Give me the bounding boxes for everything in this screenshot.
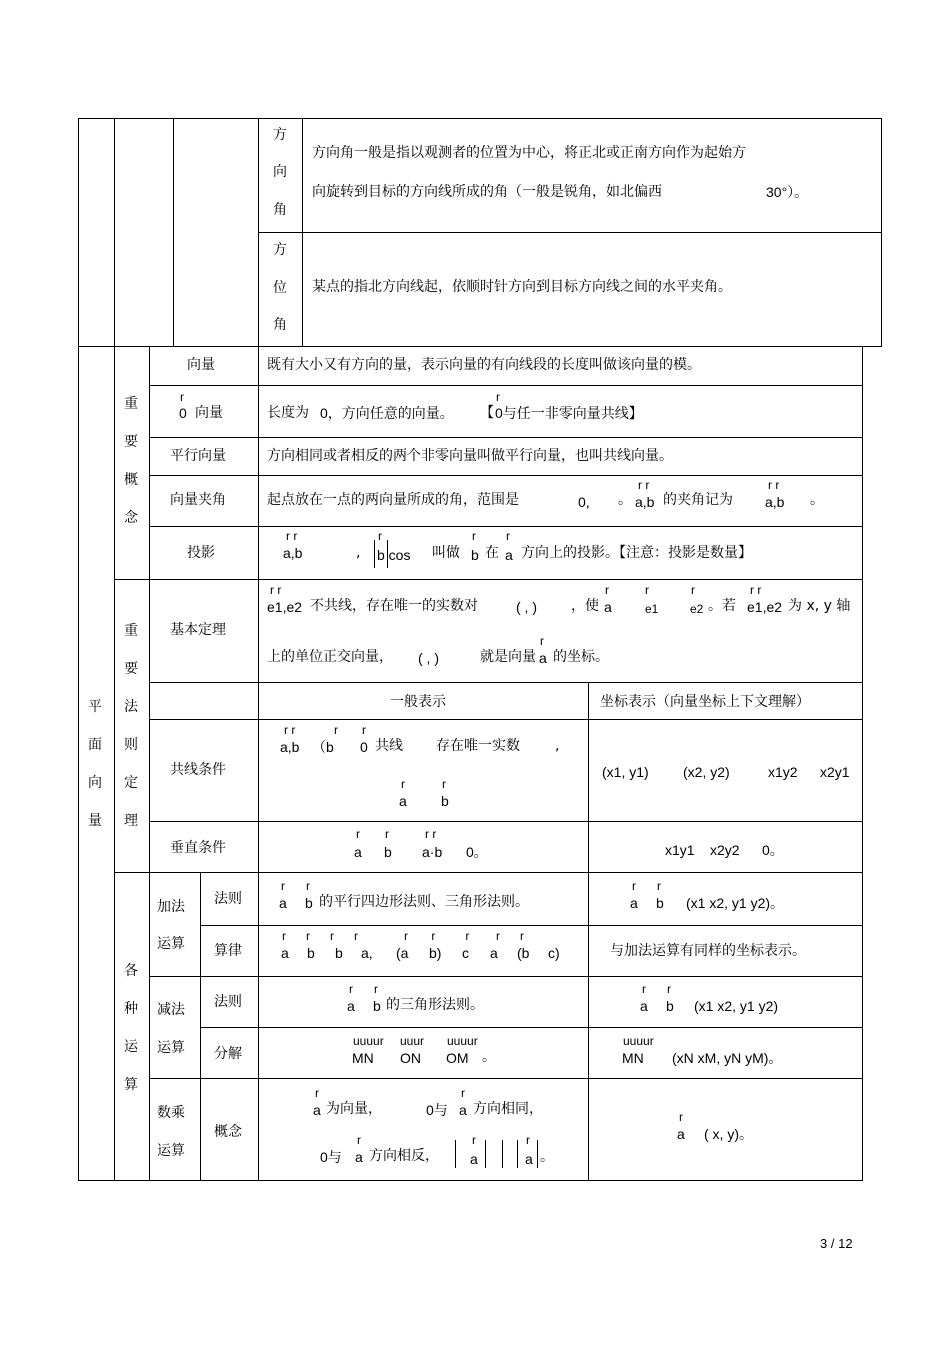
page-current: 3 [820, 1236, 828, 1251]
azimuth-text: 某点的指北方向线起，依顺时针方向到目标方向线之间的水平夹角。 [312, 279, 732, 295]
bracket-open: 【 [480, 405, 494, 421]
zero-vector-label: 向量 [195, 405, 223, 421]
scalar-text-2: 方向相同， [473, 1101, 543, 1117]
sub-decomp-om: OM [446, 1050, 469, 1066]
projection-a: a [505, 547, 513, 563]
sub-decomp-label: 分解 [214, 1046, 242, 1062]
scalar-zero-1: 0与 [426, 1102, 448, 1118]
perpendicular-label: 垂直条件 [170, 840, 226, 856]
add-coord-b: b [656, 895, 664, 911]
collinear-zero: 0 [360, 739, 368, 755]
add-rule-text: 的平行四边形法则、三角形法则。 [319, 894, 529, 910]
add-label-1: 加法 [157, 899, 185, 915]
scalar-coord: ( x, y)。 [704, 1126, 753, 1142]
collinear-text-1: 共线 [375, 738, 403, 754]
scalar-abs-2: a [525, 1151, 533, 1167]
sub-decomp-on: ON [400, 1050, 421, 1066]
basic-text-2: ，使 [571, 598, 599, 614]
vector-angle-ab: a,b [635, 494, 655, 510]
vector-definition: 既有大小又有方向的量，表示向量的有向线段的长度叫做该向量的模。 [267, 357, 701, 373]
perpendicular-coord-2: x2y2 [710, 842, 740, 858]
scalar-a: a [313, 1102, 321, 1118]
vector-angle-end: 。 [810, 492, 824, 508]
direction-angle-text-1: 方向角一般是指以观测者的位置为中心，将正北或正南方向作为起始方 [312, 145, 746, 161]
sub-rule-text: 的三角形法则。 [386, 997, 484, 1013]
basic-text-4: 为 x, y 轴 [788, 598, 851, 614]
zero-vector-text-2: 0，方向任意的向量。 [320, 405, 454, 421]
sub-rule-coord: (x1 x2, y1 y2) [694, 998, 779, 1014]
vector-angle-dot: 。 [618, 492, 632, 508]
projection-b: b [471, 547, 479, 563]
perpendicular-a: a [354, 844, 362, 860]
basic-e12-b: e1,e2 [747, 599, 783, 615]
sub-rule-b: b [373, 998, 381, 1014]
perpendicular-adotb: a·b [422, 844, 443, 860]
add-rule-label: 法则 [214, 891, 242, 907]
collinear-coord-3: x1y2 [768, 764, 798, 780]
scalar-a-3: a [355, 1149, 363, 1165]
projection-comma: , [356, 545, 361, 561]
collinear-b: b [441, 793, 449, 809]
sub-decomp-coord: (xN xM, yN yM)。 [672, 1050, 783, 1066]
add-law-coord: 与加法运算有同样的坐标表示。 [610, 943, 806, 959]
scalar-abs-1: a [470, 1151, 478, 1167]
sub-coord-a: a [640, 998, 648, 1014]
vector-angle-label: 向量夹角 [170, 492, 226, 508]
collinear-label: 共线条件 [170, 762, 226, 778]
header-general: 一般表示 [390, 694, 446, 710]
perpendicular-coord-3: 0。 [762, 842, 784, 858]
sub-coord-mn: MN [622, 1050, 644, 1066]
page-separator: / [830, 1236, 835, 1251]
basic-a-2: a [539, 650, 547, 666]
header-coordinate: 坐标表示（向量坐标上下文理解） [600, 694, 810, 710]
scalar-a-2: a [459, 1102, 467, 1118]
sub-decomp-end: 。 [482, 1049, 496, 1065]
zero-vector-note: 0与任一非零向量共线】 [495, 405, 643, 421]
basic-e12: e1,e2 [267, 599, 303, 615]
collinear-a: a [399, 793, 407, 809]
sub-rule-a: a [347, 998, 355, 1014]
basic-pair: ( , ) [516, 599, 537, 615]
add-rule-coord: (x1 x2, y1 y2)。 [686, 895, 785, 911]
sub-rule-label: 法则 [214, 994, 242, 1010]
collinear-comma: , [555, 738, 560, 754]
projection-bcos: b cos [377, 547, 411, 563]
basic-pair-2: ( , ) [418, 650, 439, 666]
add-law-label: 算律 [214, 943, 242, 959]
collinear-coord-1: (x1, y1) [602, 764, 649, 780]
page-number [820, 1236, 853, 1251]
add-label-2: 运算 [157, 936, 185, 952]
vector-angle-text-2: 的夹角记为 [663, 492, 733, 508]
collinear-coord-4: x2y1 [820, 764, 850, 780]
scalar-zero-2: 0与 [320, 1149, 342, 1165]
parallel-vector-label: 平行向量 [170, 448, 226, 464]
vector-angle-text-1: 起点放在一点的两向量所成的角，范围是 [267, 492, 519, 508]
scalar-end: 。 [540, 1149, 554, 1165]
collinear-coord-2: (x2, y2) [683, 764, 730, 780]
add-rule-a: a [279, 895, 287, 911]
basic-theorem-label: 基本定理 [170, 622, 226, 638]
basic-text-1: 不共线，存在唯一的实数对 [310, 598, 478, 614]
basic-line-2b: 就是向量 [480, 649, 536, 665]
projection-ab: a,b [283, 545, 303, 561]
direction-angle-value: 30°）。 [766, 184, 809, 200]
basic-e2: e2 [690, 602, 704, 616]
projection-text-2: 方向上的投影。【注意：投影是数量】 [521, 545, 752, 561]
collinear-paren: （b [312, 739, 334, 755]
scalar-coord-a: a [677, 1126, 685, 1142]
perpendicular-zero: 0。 [466, 844, 488, 860]
zero-vector-text-1: 长度为 [267, 405, 309, 421]
vector-label: 向量 [187, 357, 215, 373]
basic-line-2c: 的坐标。 [553, 649, 609, 665]
vector-angle-range: 0, [578, 494, 590, 510]
basic-line-2a: 上的单位正交向量， [267, 649, 393, 665]
sub-coord-b: b [666, 998, 674, 1014]
collinear-ab: a,b [280, 739, 300, 755]
vector-angle-ab-2: a,b [765, 494, 785, 510]
basic-e1: e1 [645, 602, 659, 616]
basic-a: a [604, 599, 612, 615]
scalar-concept-label: 概念 [214, 1124, 242, 1140]
sub-decomp-mn: MN [352, 1050, 374, 1066]
scalar-label-1: 数乘 [157, 1105, 185, 1121]
parallel-vector-definition: 方向相同或者相反的两个非零向量叫做平行向量，也叫共线向量。 [267, 448, 673, 464]
basic-text-3: 。若 [708, 598, 736, 614]
sub-label-1: 减法 [157, 1002, 185, 1018]
projection-on: 在 [485, 545, 499, 561]
projection-label: 投影 [187, 545, 215, 561]
sub-label-2: 运算 [157, 1040, 185, 1056]
direction-angle-text-2: 向旋转到目标的方向线所成的角（一般是锐角，如北偏西 [312, 184, 662, 200]
projection-text: 叫做 [432, 545, 460, 561]
scalar-text-3: 方向相反， [369, 1148, 439, 1164]
scalar-text-1: 为向量， [326, 1101, 382, 1117]
page-total: 12 [838, 1236, 853, 1251]
add-coord-a: a [630, 895, 638, 911]
scalar-label-2: 运算 [157, 1143, 185, 1159]
zero-vector-symbol: 0 [179, 405, 187, 421]
collinear-text-2: 存在唯一实数 [436, 738, 520, 754]
add-rule-b: b [305, 895, 313, 911]
perpendicular-coord-1: x1y1 [665, 842, 695, 858]
perpendicular-b: b [384, 844, 392, 860]
